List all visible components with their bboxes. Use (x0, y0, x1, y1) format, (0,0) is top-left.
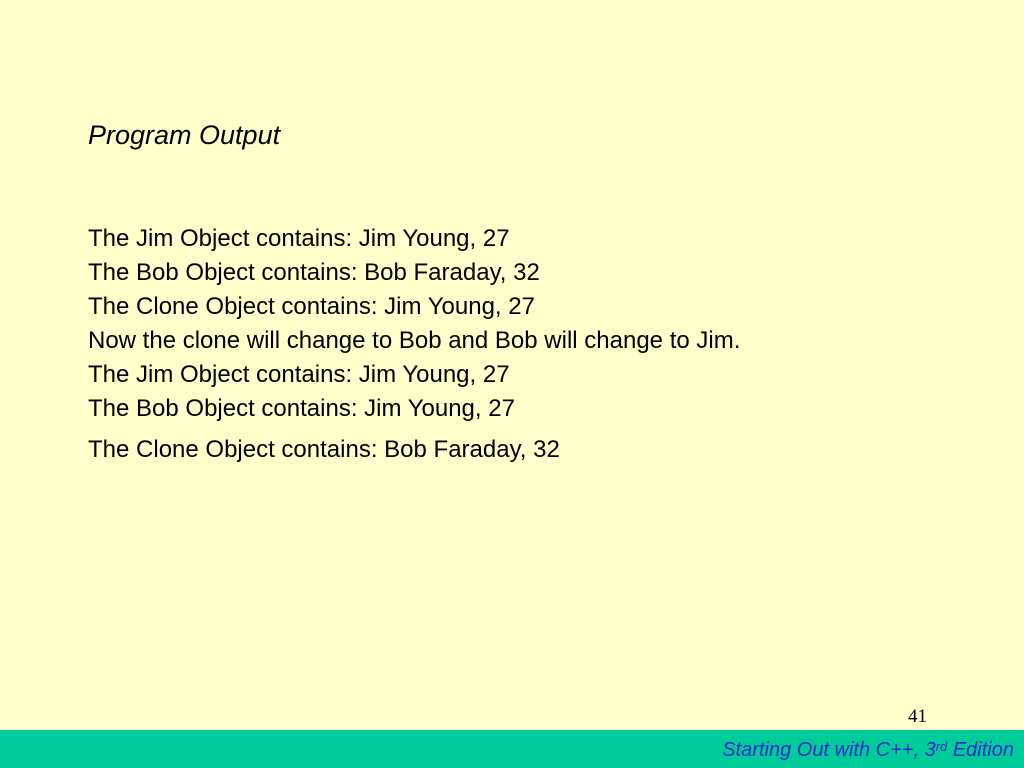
output-line: The Jim Object contains: Jim Young, 27 (88, 361, 510, 388)
footer-title-superscript: rd (935, 739, 948, 754)
output-line: The Clone Object contains: Jim Young, 27 (88, 293, 535, 320)
footer-book-title (722, 736, 1014, 764)
output-line: The Clone Object contains: Bob Faraday, 32 (88, 436, 560, 463)
slide-title: Program Output (88, 120, 281, 150)
page-number: 41 (908, 706, 927, 727)
output-line: The Bob Object contains: Bob Faraday, 32 (88, 259, 540, 286)
program-output (88, 222, 740, 467)
footer-bar (0, 730, 1024, 768)
footer-title-main: Starting Out with C++, 3 (722, 739, 936, 761)
output-line: Now the clone will change to Bob and Bob will change to Jim. (88, 327, 741, 354)
output-line: The Bob Object contains: Jim Young, 27 (88, 395, 515, 422)
output-line: The Jim Object contains: Jim Young, 27 (88, 225, 510, 252)
footer-title-tail: Edition (947, 739, 1014, 761)
